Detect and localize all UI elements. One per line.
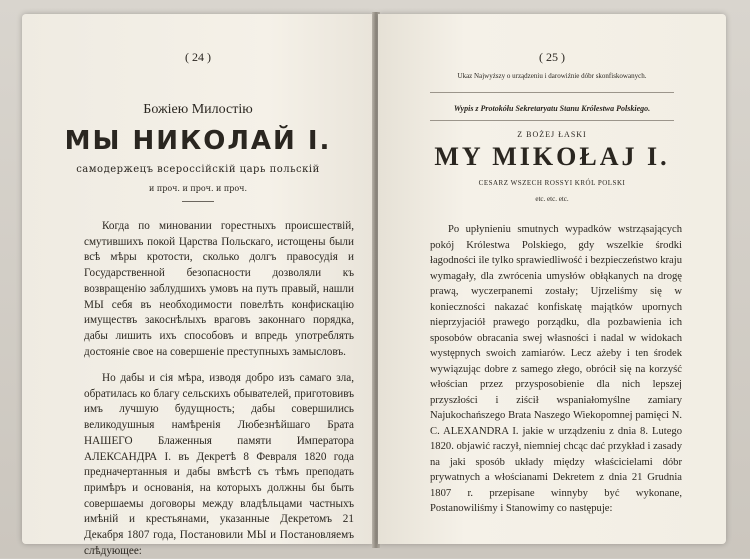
protocol-extract-line: Wypis z Protokółu Sekretaryatu Stanu Królestwa Polskiego.: [453, 104, 651, 113]
monarch-titles: самодержецъ всероссiйскiй царь польскiй: [76, 164, 320, 175]
paragraph-text: Но дабы и сiя мѣра, изводя добро изъ самаго зла, обратилась ко благу сельскихъ обывателей, приготовивъ имъ лучшую будущность; дабы совершились великодушныя намѣренiя Любезнѣйшаго Брата НАШЕГО Блаженныя памяти Императора АЛЕКСАНДРА I. въ Декретѣ 8 Февраля 1820 года предначертанныя и дабы вмѣстѣ съ тѣмъ преподать примѣръ и основанiя, на которыхъ должны бы быть совершаемы договоры между владѣльцами частныхъ имѣнiй и крестьянами, указанные Декретомъ 21 Декабря 1807 года, Постановили МЫ и Постановляемъ слѣдующее:: [84, 372, 354, 557]
page-number-right: ( 25 ): [539, 50, 565, 64]
right-page: [378, 14, 726, 544]
paragraph-text: Когда по миновании горестныхъ происшествiй, смутившихъ покой Царства Польскаго, истощены были всѣ мѣры кротости, сколько долгъ правосудiя и Государственной безопасности дозволяли къ возвращенiю заблудшихъ умовъ на путь правый, нашли МЫ себя въ необходимости повелѣть конфискацiю имуществъ закоснѣлыхъ враговъ законнаго порядка, дабы лишить ихъ способовъ и впредь употреблять достоянiе свое на совершенiе преступныхъ замысловъ.: [84, 220, 354, 358]
extract-rule: [430, 120, 674, 121]
left-page: [22, 14, 374, 557]
decree-paragraph-2: [84, 371, 354, 559]
paragraph-text: Po upłynieniu smutnych wypadków wstrząsających pokój Królestwa Polskiego, gdy wszelkie środki łagodności ile tylko sprawiedliwość i bezpieczeństwo kraju wymagały, dla zwrócenia umysłów obłąkanych na drogę prawą, wyczerpanemi zostały; Ujrzeliśmy się w konieczności nakazać konfiskatę majątków upornych nieprzyjaciół prawego porządku, dla pozbawienia ich sposobów obracania swej własności i nadal w widokach występnych swoich zamiarów. Lecz ażeby i ten środek wywiązując dobre z samego złego, obrócił się na korzyść włościan przez przysposobienie dla nich lepszej przyszłości i ziścił wspaniałomyślne zamiary Najukochańszego Brata Naszego Wiekopomnej pamięci N. C. ALEXANDRA I. jakie w urządzeniu z dnia 8. Lutego 1820. objawić raczył, niemniej chcąc dać przykład i zasady na jaki sposób układy między właścicielami dóbr prywatnych a włościanami Dekretem z dnia 21 Grudnia 1807 r. przepisane winnyby być wykonane, Postanowiliśmy i Stanowimy co następuje:: [430, 224, 682, 514]
etc-line-pl: etc. etc. etc.: [535, 195, 569, 203]
decree-paragraph-1: [84, 219, 354, 360]
running-head: Ukaz Najwyższy o urządzeniu i darowiźnie dóbr skonfiskowanych.: [457, 72, 647, 80]
header-rule: [430, 92, 674, 93]
by-grace-heading-pl: Z BOŻEJ ŁASKI: [517, 130, 587, 139]
monarch-title: МЫ НИКОЛАЙ I.: [64, 126, 332, 156]
decree-paragraph-pl: [430, 222, 682, 517]
monarch-titles-pl: CESARZ WSZECH ROSSYI KRÓL POLSKI: [478, 179, 626, 187]
by-grace-heading: Божiею Милостiю: [143, 102, 253, 117]
ornament-rule: [182, 201, 214, 202]
etc-line: и проч. и проч. и проч.: [148, 184, 247, 193]
page-number-left: ( 24 ): [185, 50, 211, 64]
monarch-title-pl: MY MIKOŁAJ I.: [434, 142, 670, 171]
